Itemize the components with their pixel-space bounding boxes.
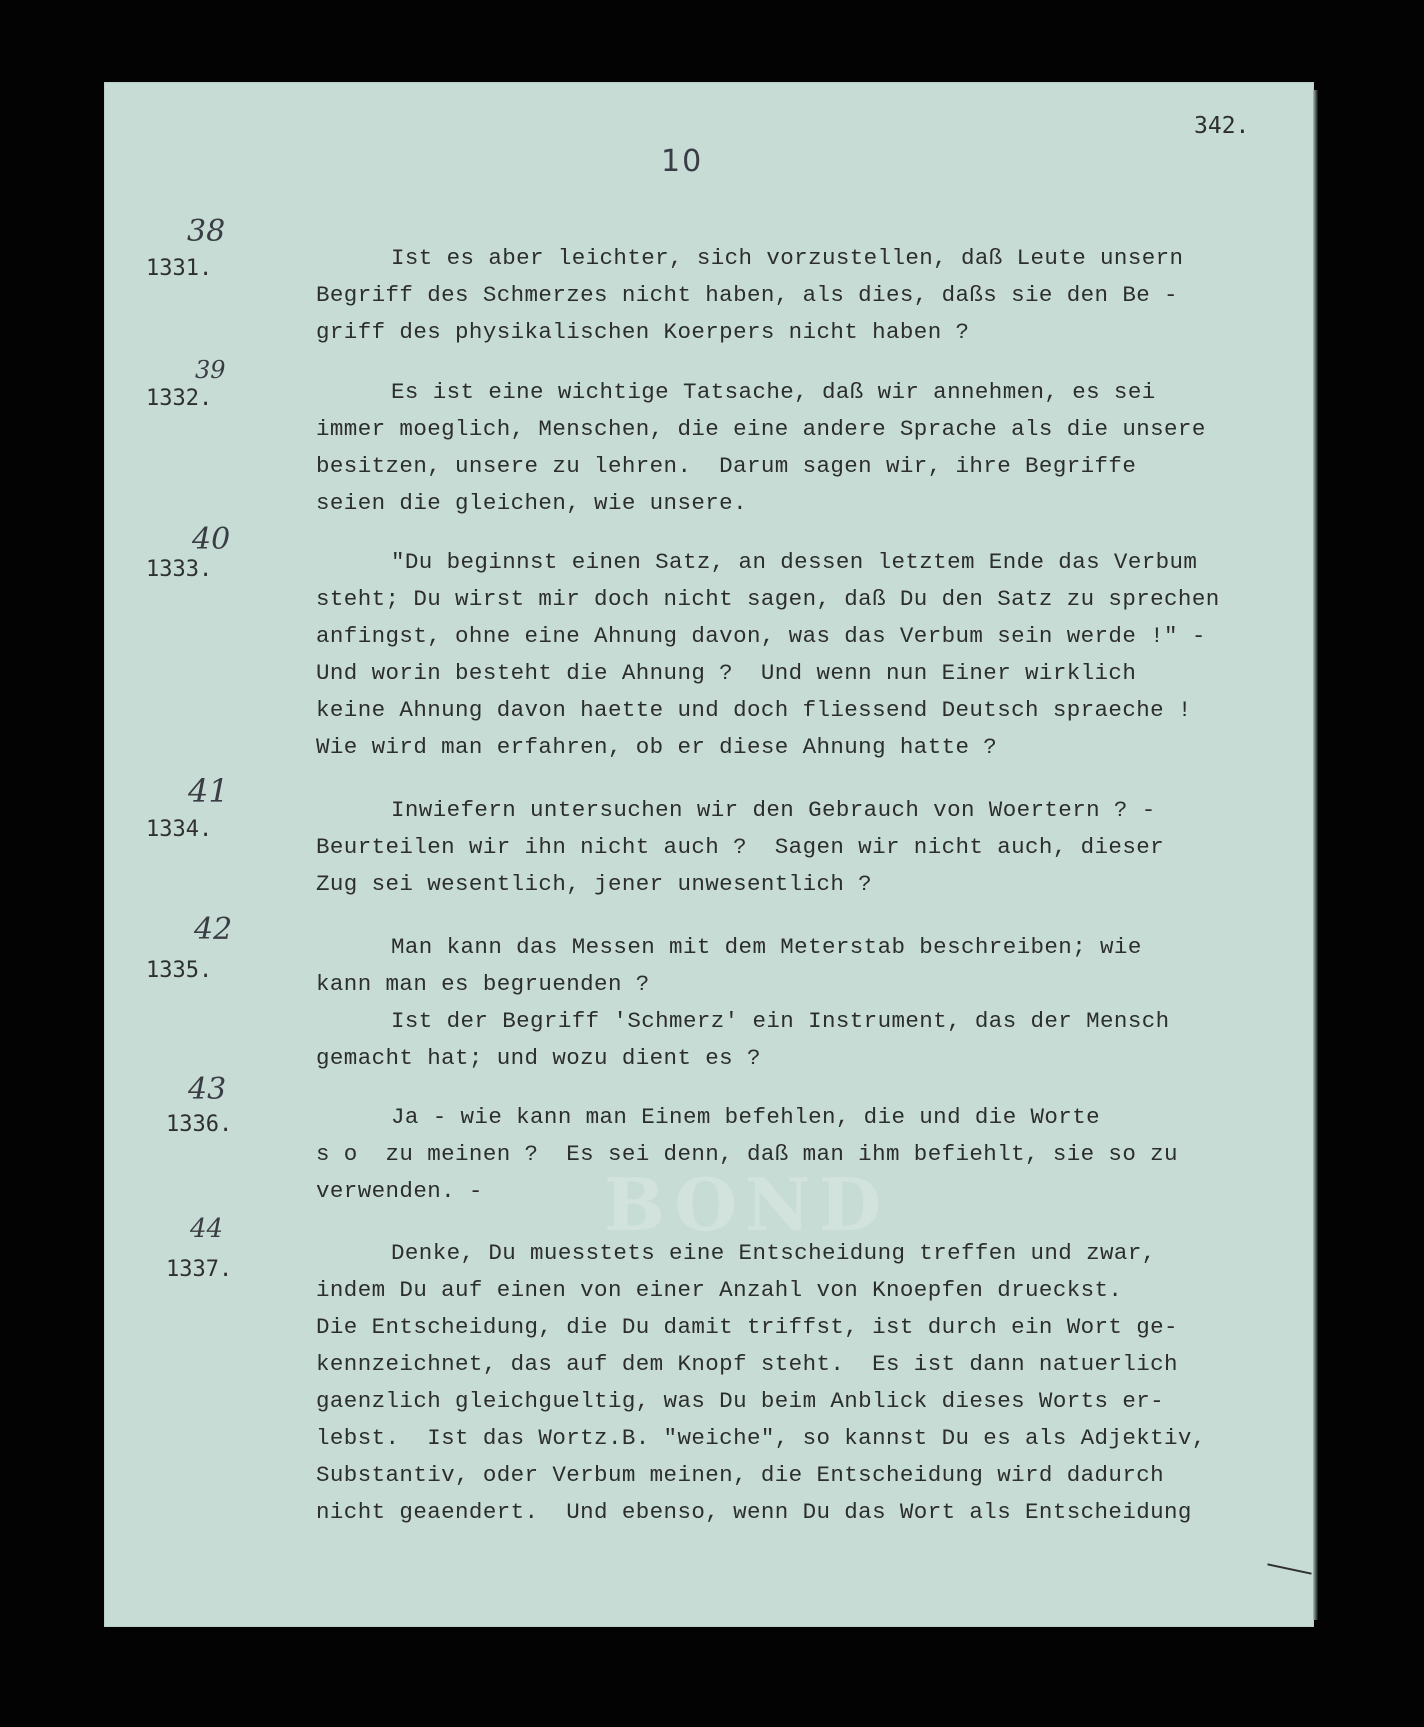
- text-line: Denke, Du muesstets eine Entscheidung treffen und zwar,: [391, 1240, 1156, 1266]
- entry-number-1337: 1337.: [166, 1257, 233, 1282]
- text-line: Ja - wie kann man Einem befehlen, die und die Worte: [391, 1104, 1101, 1130]
- text-line: Und worin besteht die Ahnung ? Und wenn nun Einer wirklich: [316, 660, 1137, 686]
- entry-number-1333: 1333.: [146, 557, 213, 582]
- text-line: indem Du auf einen von einer Anzahl von Knoepfen drueckst.: [316, 1277, 1123, 1303]
- entry-number-1331: 1331.: [146, 256, 213, 281]
- text-line: steht; Du wirst mir doch nicht sagen, daß Du den Satz zu sprechen: [316, 586, 1220, 612]
- handwritten-page-note: 10: [661, 144, 704, 179]
- text-line: kennzeichnet, das auf dem Knopf steht. Es ist dann natuerlich: [316, 1351, 1178, 1377]
- text-line: griff des physikalischen Koerpers nicht haben ?: [316, 319, 970, 345]
- watermark-stamp: BOND: [604, 1162, 890, 1247]
- page-number: 342.: [1194, 113, 1250, 139]
- handwritten-remark-1334: 41: [188, 772, 229, 810]
- handwritten-remark-1336: 43: [188, 1072, 227, 1107]
- text-line: gaenzlich gleichgueltig, was Du beim Anblick dieses Worts er-: [316, 1388, 1165, 1414]
- continuation-stroke: [1267, 1563, 1311, 1574]
- text-line: Ist es aber leichter, sich vorzustellen, daß Leute unsern: [391, 245, 1184, 271]
- text-line: kann man es begruenden ?: [316, 971, 650, 997]
- text-line: immer moeglich, Menschen, die eine andere Sprache als die unsere: [316, 416, 1206, 442]
- text-line: verwenden. -: [316, 1178, 483, 1204]
- text-line: Ist der Begriff 'Schmerz' ein Instrument, das der Mensch: [391, 1008, 1170, 1034]
- entry-text-1335: [316, 929, 1296, 1077]
- text-line: anfingst, ohne eine Ahnung davon, was das Verbum sein werde !" -: [316, 623, 1206, 649]
- text-line: nicht geaendert. Und ebenso, wenn Du das Wort als Entscheidung: [316, 1499, 1192, 1525]
- text-line: Substantiv, oder Verbum meinen, die Entscheidung wird dadurch: [316, 1462, 1165, 1488]
- text-line: s o zu meinen ? Es sei denn, daß man ihm befiehlt, sie so zu: [316, 1141, 1178, 1167]
- entry-text-1334: [316, 792, 1296, 903]
- entry-number-1336: 1336.: [166, 1112, 233, 1137]
- entry-number-1334: 1334.: [146, 817, 213, 842]
- text-line: Wie wird man erfahren, ob er diese Ahnung hatte ?: [316, 734, 998, 760]
- text-line: Man kann das Messen mit dem Meterstab beschreiben; wie: [391, 934, 1142, 960]
- handwritten-remark-1332: 39: [195, 356, 226, 384]
- typescript-page: [104, 82, 1314, 1627]
- text-line: Inwiefern untersuchen wir den Gebrauch von Woertern ? -: [391, 797, 1156, 823]
- text-line: Es ist eine wichtige Tatsache, daß wir annehmen, es sei: [391, 379, 1156, 405]
- entry-number-1332: 1332.: [146, 386, 213, 411]
- entry-number-1335: 1335.: [146, 958, 213, 983]
- text-line: Zug sei wesentlich, jener unwesentlich ?: [316, 871, 873, 897]
- entry-text-1331: [316, 240, 1296, 351]
- text-line: Die Entscheidung, die Du damit triffst, ist durch ein Wort ge-: [316, 1314, 1178, 1340]
- text-line: keine Ahnung davon haette und doch fliessend Deutsch spraeche !: [316, 697, 1192, 723]
- handwritten-remark-1331: 38: [187, 214, 226, 249]
- entry-text-1332: [316, 374, 1296, 522]
- text-line: seien die gleichen, wie unsere.: [316, 490, 747, 516]
- entry-text-1333: [316, 544, 1296, 766]
- handwritten-remark-1333: 40: [192, 522, 231, 557]
- handwritten-remark-1335: 42: [194, 912, 233, 947]
- text-line: Beurteilen wir ihn nicht auch ? Sagen wir nicht auch, dieser: [316, 834, 1165, 860]
- text-line: Begriff des Schmerzes nicht haben, als dies, daßs sie den Be -: [316, 282, 1178, 308]
- text-line: besitzen, unsere zu lehren. Darum sagen wir, ihre Begriffe: [316, 453, 1137, 479]
- handwritten-remark-1337: 44: [190, 1214, 224, 1244]
- entry-text-1337: [316, 1235, 1296, 1531]
- entry-text-1336: [316, 1099, 1296, 1210]
- text-line: gemacht hat; und wozu dient es ?: [316, 1045, 761, 1071]
- text-line: "Du beginnst einen Satz, an dessen letztem Ende das Verbum: [391, 549, 1198, 575]
- text-line: lebst. Ist das Wortz.B. "weiche", so kannst Du es als Adjektiv,: [316, 1425, 1206, 1451]
